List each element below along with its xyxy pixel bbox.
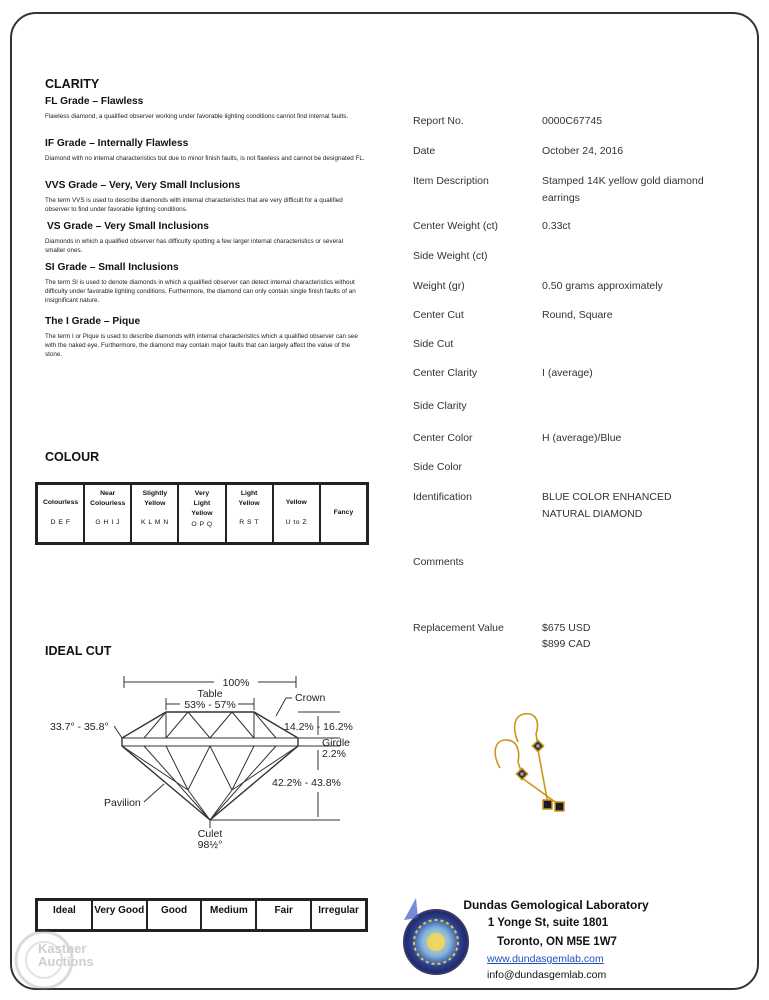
colour-cell-letters: R S T bbox=[239, 519, 259, 526]
colour-cell-label: Fancy bbox=[333, 509, 354, 516]
side-weight-label: Side Weight (ct) bbox=[413, 250, 488, 262]
colour-cell bbox=[83, 485, 130, 542]
replacement-value-usd: $675 USD bbox=[542, 622, 591, 634]
center-cut-value: Round, Square bbox=[542, 309, 613, 321]
comments-label: Comments bbox=[413, 556, 464, 568]
colour-cell-label: Slightly Yellow bbox=[142, 490, 168, 507]
grade-if-desc: Diamond with no internal characteristics but due to minor finish faults, is not flawless and cannot be designated FL. bbox=[45, 155, 365, 162]
cut-grade-cell: Medium bbox=[200, 901, 255, 929]
cut-grade-cell: Ideal bbox=[53, 905, 76, 916]
label-girdle-value: 2.2% bbox=[322, 748, 346, 760]
grade-vs-desc: Diamonds in which a qualified observer has difficulty spotting a few larger internal characteristics or several smaller ones. bbox=[45, 238, 344, 254]
weight-gr-label: Weight (gr) bbox=[413, 280, 465, 292]
weight-gr-value: 0.50 grams approximately bbox=[542, 280, 663, 292]
colour-cell-label: Yellow bbox=[285, 499, 307, 506]
label-crown-height: 14.2% - 16.2% bbox=[284, 721, 353, 733]
cut-grade-cell: Good bbox=[146, 901, 201, 929]
lab-website-link[interactable]: www.dundasgemlab.com bbox=[487, 953, 604, 965]
lab-address-2: Toronto, ON M5E 1W7 bbox=[497, 936, 617, 948]
colour-cell bbox=[272, 485, 319, 542]
report-no-label: Report No. bbox=[413, 115, 464, 127]
item-description-value: Stamped 14K yellow gold diamond earrings bbox=[542, 175, 704, 204]
grade-vvs-desc: The term VVS is used to describe diamonds with internal characteristics that are very difficult for a qualified observer to find under favorable lighting conditions. bbox=[45, 197, 343, 213]
date-label: Date bbox=[413, 145, 436, 157]
label-culet-value: 98½° bbox=[197, 839, 223, 851]
colour-cell-label: Colourless bbox=[43, 499, 79, 506]
colour-cell bbox=[130, 485, 177, 542]
colour-scale-table bbox=[35, 482, 369, 545]
colour-cell-letters: O P Q bbox=[191, 521, 213, 528]
colour-cell bbox=[177, 485, 224, 542]
replacement-value-cad: $899 CAD bbox=[542, 638, 591, 650]
grade-fl-desc: Flawless diamond, a qualified observer working under favorable lighting conditions cannot find internal faults. bbox=[45, 113, 349, 120]
replacement-value-label: Replacement Value bbox=[413, 622, 504, 634]
center-clarity-value: I (average) bbox=[542, 367, 593, 379]
label-crown: Crown bbox=[295, 692, 326, 704]
center-color-value: H (average)/Blue bbox=[542, 432, 622, 444]
identification-label: Identification bbox=[413, 491, 472, 503]
lab-name: Dundas Gemological Laboratory bbox=[463, 898, 649, 912]
grade-if-title: IF Grade – Internally Flawless bbox=[45, 138, 189, 149]
colour-cell-letters: D E F bbox=[50, 519, 71, 526]
label-100: 100% bbox=[222, 677, 250, 689]
grade-vvs-title: VVS Grade – Very, Very Small Inclusions bbox=[45, 180, 241, 191]
colour-cell-label: Light Yellow bbox=[238, 490, 260, 507]
center-color-label: Center Color bbox=[413, 432, 473, 444]
clarity-heading: CLARITY bbox=[45, 77, 100, 91]
colour-cell bbox=[319, 485, 366, 542]
diamond-diagram bbox=[40, 660, 380, 855]
center-cut-label: Center Cut bbox=[413, 309, 464, 321]
grade-si-title: SI Grade – Small Inclusions bbox=[45, 262, 179, 273]
center-weight-value: 0.33ct bbox=[542, 220, 571, 232]
watermark-text: Kastner Auctions bbox=[38, 941, 94, 969]
colour-cell-letters: G H I J bbox=[95, 519, 121, 526]
lab-address-1: 1 Yonge St, suite 1801 bbox=[487, 917, 609, 929]
center-clarity-label: Center Clarity bbox=[413, 367, 478, 379]
colour-cell-letters: K L M N bbox=[140, 519, 169, 526]
earrings-photo bbox=[478, 708, 588, 820]
label-pavilion-depth: 42.2% - 43.8% bbox=[272, 777, 341, 789]
identification-value: BLUE COLOR ENHANCED NATURAL DIAMOND bbox=[542, 491, 672, 520]
cut-grade-cell: Very Good bbox=[91, 901, 146, 929]
side-clarity-label: Side Clarity bbox=[413, 400, 467, 412]
colour-cell bbox=[38, 485, 83, 542]
grade-i-title: The I Grade – Pique bbox=[45, 316, 141, 327]
colour-cell bbox=[225, 485, 272, 542]
colour-cell-label: Very Light Yellow bbox=[191, 490, 213, 517]
label-culet: Culet bbox=[197, 828, 223, 840]
label-table: Table bbox=[197, 688, 223, 700]
grade-i-desc: The term I or Pique is used to describe diamonds with internal characteristics which a qualified observer can see with the naked eye. Furthermore, the diamond may contain major faults that can largely affect the value of the stone. bbox=[45, 333, 358, 358]
cut-grade-cell: Irregular bbox=[310, 901, 365, 929]
label-pavilion: Pavilion bbox=[104, 797, 141, 809]
colour-cell-label: Near Colourless bbox=[90, 490, 126, 507]
side-cut-label: Side Cut bbox=[413, 338, 454, 350]
cut-grade-cell: Fair bbox=[255, 901, 310, 929]
kastner-watermark-logo bbox=[14, 920, 104, 992]
date-value: October 24, 2016 bbox=[542, 145, 624, 157]
grade-si-desc: The term SI is used to denote diamonds in which a qualified observer can detect internal characteristics without difficulty under favorable lighting conditions. Furthermore, the diamond can only contain single finish faults of an insignificant nature. bbox=[45, 279, 356, 304]
label-crown-angle: 33.7° - 35.8° bbox=[50, 721, 109, 733]
ideal-cut-heading: IDEAL CUT bbox=[45, 644, 112, 658]
item-description-label: Item Description bbox=[413, 175, 489, 187]
grade-fl-title: FL Grade – Flawless bbox=[45, 96, 144, 107]
label-table-range: 53% - 57% bbox=[184, 699, 236, 711]
report-no-value: 0000C67745 bbox=[542, 115, 603, 127]
colour-cell-letters: U to Z bbox=[285, 519, 308, 526]
center-weight-label: Center Weight (ct) bbox=[413, 220, 498, 232]
grade-vs-title: VS Grade – Very Small Inclusions bbox=[47, 221, 209, 232]
label-girdle: Girdle bbox=[322, 737, 351, 749]
colour-heading: COLOUR bbox=[45, 450, 100, 464]
side-color-label: Side Color bbox=[413, 461, 463, 473]
lab-email[interactable]: info@dundasgemlab.com bbox=[487, 969, 607, 981]
